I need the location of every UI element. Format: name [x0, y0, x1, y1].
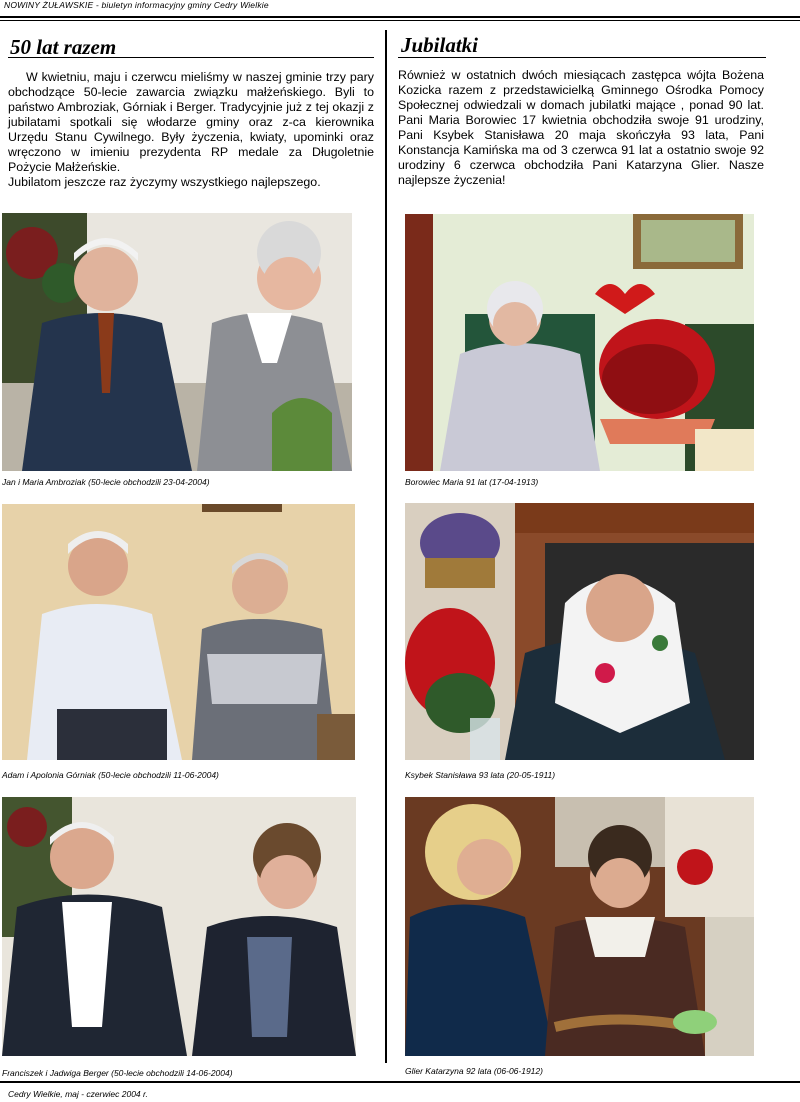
column-divider: [385, 30, 387, 1063]
photo-caption-glier: Glier Katarzyna 92 lata (06-06-1912): [405, 1066, 543, 1076]
article-title-jubilatki: Jubilatki: [401, 33, 479, 57]
newsletter-footer: Cedry Wielkie, maj - czerwiec 2004 r.: [8, 1089, 148, 1099]
article-body-left: [8, 70, 374, 190]
footer-rule: [0, 1081, 800, 1083]
article-paragraph-1: W kwietniu, maju i czerwcu mieliśmy w naszej gminie trzy pary obchodzące 50-lecie zawarcia związku małżeńskiego. Byli to państwo Ambroziak, Górniak i Berger. Tradycyjnie już z tej okazji z jubilatami spotkali się włodarze gminy oraz z-ca kierownika Urzędu Stanu Cywilnego. Były życzenia, kwiaty, upominki oraz wręczono w imieniu prezydenta RP medale za Długoletnie Pożycie Małżeńskie.: [8, 70, 374, 174]
photo-caption-borowiec: Borowiec Maria 91 lat (17-04-1913): [405, 477, 539, 487]
article-title-50-lat: 50 lat razem: [10, 35, 117, 59]
photo-borowiec: [405, 214, 754, 471]
photo-ambroziak: [2, 213, 352, 471]
photo-caption-ambroziak: Jan i Maria Ambroziak (50-lecie obchodzili 23-04-2004): [2, 477, 210, 487]
header-rule: [0, 16, 800, 18]
photo-caption-gorniak: Adam i Apolonia Górniak (50-lecie obchodzili 11-06-2004): [2, 770, 219, 780]
title-underline-right: [398, 57, 766, 58]
photo-caption-berger: Franciszek i Jadwiga Berger (50-lecie obchodzili 14-06-2004): [2, 1068, 233, 1078]
article-paragraph-jubilatki: Również w ostatnich dwóch miesiącach zastępca wójta Bożena Kozicka razem z przedstawicielką Gminnego Ośrodka Pomocy Społecznej odwiedzali w domach jubilatki mające , ponad 90 lat. Pani Maria Borowiec 17 kwietnia obchodziła swoje 91 urodziny, Pani Ksybek Stanisława 20 maja skończyła 93 lata, Pani Konstancja Kamińska ma od 3 czerwca 91 lat a ostatnio swoje 92 urodziny 6 czerwca obchodziła Pani Katarzyna Glier. Nasze najlepsze życzenia!: [398, 68, 764, 187]
photo-glier: [405, 797, 754, 1056]
newsletter-header: NOWINY ŻUŁAWSKIE - biuletyn informacyjny gminy Cedry Wielkie: [4, 0, 269, 10]
photo-caption-ksybek: Ksybek Stanisława 93 lata (20-05-1911): [405, 770, 556, 780]
article-paragraph-2: Jubilatom jeszcze raz życzymy wszystkiego najlepszego.: [8, 175, 321, 189]
photo-ksybek: [405, 503, 754, 760]
title-underline-left: [8, 57, 374, 58]
photo-gorniak: [2, 504, 355, 760]
photo-berger: [2, 797, 356, 1056]
header-rule-thin: [0, 20, 800, 21]
article-body-right: [398, 68, 764, 188]
